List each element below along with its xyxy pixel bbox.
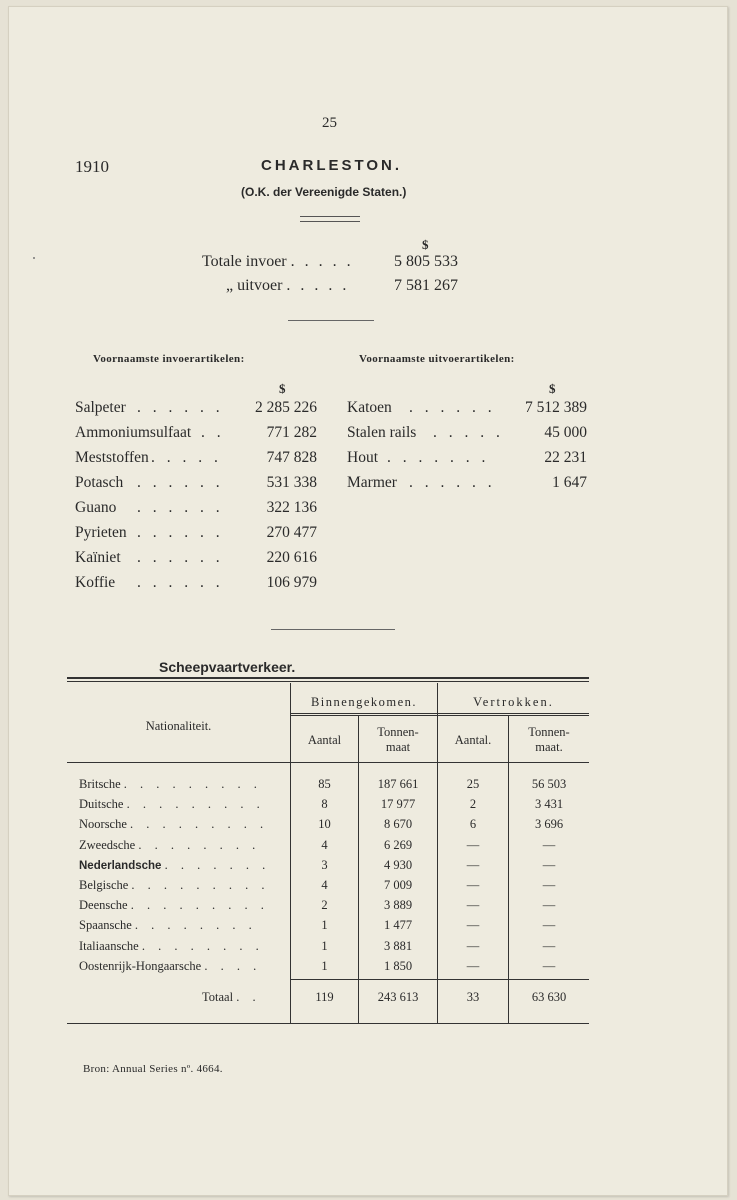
export-dots: . . . . . . xyxy=(409,474,496,491)
table-row-nationality xyxy=(79,878,270,893)
nationality-dots: . . . . . . . . xyxy=(141,939,264,953)
import-name: Pyrieten xyxy=(75,524,127,541)
entered-tonnage: 17 977 xyxy=(380,797,416,811)
table-row-nationality xyxy=(79,918,257,933)
header-bottom-rule xyxy=(67,762,589,763)
table-top-rule xyxy=(67,677,589,679)
table-row-nationality xyxy=(79,898,269,913)
table-row-nationality xyxy=(79,939,264,954)
total-exports-dots: . . . . . xyxy=(286,277,350,294)
import-item xyxy=(75,474,317,496)
import-dots: . . . . . . xyxy=(137,524,224,541)
entered-tonnage: 7 009 xyxy=(383,878,413,892)
entered-count: 1 xyxy=(321,939,328,953)
entered-count-header: Aantal xyxy=(307,733,342,747)
imports-heading: Voornaamste invoerartikelen: xyxy=(93,353,245,365)
export-item xyxy=(347,424,587,446)
divider xyxy=(271,629,395,630)
nationality-dots: . . . . xyxy=(204,959,262,973)
departed-count: — xyxy=(466,858,480,872)
total-imports-label: Totale invoer xyxy=(202,253,287,270)
entered-tonnage: 3 889 xyxy=(383,898,413,912)
entered-tonnage: 6 269 xyxy=(383,838,413,852)
import-item xyxy=(75,549,317,571)
import-item xyxy=(75,574,317,596)
entered-count: 4 xyxy=(321,838,328,852)
import-name: Ammoniumsulfaat xyxy=(75,424,192,441)
import-value: 771 282 xyxy=(266,424,317,441)
subtitle: (O.K. der Vereenigde Staten.) xyxy=(241,185,407,199)
source-note: Bron: Annual Series nº. 4664. xyxy=(83,1063,223,1075)
divider xyxy=(288,320,374,321)
departed-tonnage: — xyxy=(542,959,556,973)
tonnage-header-line1: Tonnen- xyxy=(528,725,570,739)
departed-tonnage: — xyxy=(542,918,556,932)
entered-count: 4 xyxy=(321,878,328,892)
import-dots: . . . . . . xyxy=(137,399,224,416)
import-dots: . . . . . . xyxy=(137,549,224,566)
entered-header: Binnengekomen. xyxy=(310,695,418,709)
export-name: Hout xyxy=(347,449,378,466)
tonnage-header-line1: Tonnen- xyxy=(377,725,419,739)
import-value: 747 828 xyxy=(266,449,317,466)
totals-currency: $ xyxy=(422,237,429,252)
nationality-dots: . . . . . . . . . xyxy=(131,878,270,892)
import-dots: . . . . . xyxy=(151,449,222,466)
export-dots: . . . . . . xyxy=(409,399,496,416)
nationality-name: Belgische xyxy=(79,878,129,892)
departed-count: — xyxy=(466,878,480,892)
nationality-name: Spaansche xyxy=(79,918,132,932)
total-imports-dots: . . . . . xyxy=(290,253,354,270)
import-name: Meststoffen xyxy=(75,449,149,466)
page-number: 25 xyxy=(322,115,337,131)
table-row-nationality xyxy=(79,777,262,792)
departed-tonnage: 3 431 xyxy=(534,797,564,811)
total-label-cell xyxy=(202,990,261,1005)
departed-tonnage: 56 503 xyxy=(531,777,567,791)
document-page xyxy=(8,6,728,1196)
total-label: Totaal xyxy=(202,990,234,1004)
departed-header: Vertrokken. xyxy=(473,695,554,709)
city-title: CHARLESTON. xyxy=(261,157,403,174)
exports-currency: $ xyxy=(549,381,556,396)
import-name: Guano xyxy=(75,499,117,516)
departed-count-header: Aantal. xyxy=(454,733,492,747)
entered-tonnage: 1 477 xyxy=(383,918,413,932)
departed-count: 2 xyxy=(469,797,477,811)
import-value: 106 979 xyxy=(266,574,317,591)
departed-tonnage: — xyxy=(542,838,556,852)
entered-count: 1 xyxy=(321,918,328,932)
import-name: Potasch xyxy=(75,474,124,491)
entered-tonnage: 8 670 xyxy=(383,817,413,831)
entered-tonnage-header xyxy=(359,725,437,755)
total-entered-count: 119 xyxy=(315,990,334,1004)
total-dots: . . xyxy=(236,990,261,1004)
exports-heading: Voornaamste uitvoerartikelen: xyxy=(359,353,515,365)
year: 1910 xyxy=(75,157,109,176)
nationality-dots: . . . . . . . . . xyxy=(123,777,262,791)
departed-tonnage-header xyxy=(509,725,589,755)
nationality-dots: . . . . . . . . . xyxy=(126,797,265,811)
total-departed-tonnage: 63 630 xyxy=(531,990,567,1004)
tonnage-header-line2: maat xyxy=(385,740,411,754)
entered-tonnage: 1 850 xyxy=(383,959,413,973)
departed-count: — xyxy=(466,918,480,932)
import-item xyxy=(75,449,317,471)
export-item xyxy=(347,449,587,471)
nationality-name: Noorsche xyxy=(79,817,127,831)
paper-speck xyxy=(33,257,35,259)
entered-tonnage: 187 661 xyxy=(377,777,419,791)
departed-count: — xyxy=(466,898,480,912)
export-name: Stalen rails xyxy=(347,424,417,441)
departed-tonnage: — xyxy=(542,939,556,953)
total-rule xyxy=(290,979,589,980)
export-item xyxy=(347,399,587,421)
table-row-nationality xyxy=(79,838,260,853)
nationality-dots: . . . . . . . . . xyxy=(130,817,269,831)
export-item xyxy=(347,474,587,496)
entered-tonnage: 4 930 xyxy=(383,858,413,872)
nationality-name: Oostenrijk-Hongaarsche xyxy=(79,959,202,973)
table-row-nationality xyxy=(79,858,270,873)
header-rule xyxy=(290,713,589,714)
departed-count: — xyxy=(466,959,480,973)
total-exports-row xyxy=(226,277,458,295)
departed-count: — xyxy=(466,939,480,953)
tonnage-header-line2: maat. xyxy=(535,740,563,754)
nationality-name: Nederlandsche xyxy=(79,860,162,872)
import-value: 270 477 xyxy=(266,524,317,541)
shipping-title: Scheepvaartverkeer. xyxy=(159,659,296,675)
import-value: 220 616 xyxy=(266,549,317,566)
import-item xyxy=(75,499,317,521)
entered-count: 8 xyxy=(321,797,328,811)
import-dots: . . . . . . xyxy=(137,574,224,591)
total-exports-label: „ uitvoer xyxy=(226,277,283,294)
import-dots: . . . . . . xyxy=(137,474,224,491)
total-imports-value: 5 805 533 xyxy=(394,253,458,270)
departed-count: 25 xyxy=(466,777,480,791)
double-rule xyxy=(300,216,360,222)
table-row-nationality xyxy=(79,817,268,832)
total-exports-value: 7 581 267 xyxy=(394,277,458,294)
nationality-name: Britsche xyxy=(79,777,121,791)
export-value: 7 512 389 xyxy=(525,399,587,416)
table-top-rule xyxy=(67,681,589,682)
export-value: 22 231 xyxy=(544,449,587,466)
nationality-name: Zweedsche xyxy=(79,838,136,852)
export-dots: . . . . . . . xyxy=(387,449,490,466)
nationality-name: Italiaansche xyxy=(79,939,139,953)
entered-count: 2 xyxy=(321,898,328,912)
departed-count: 6 xyxy=(469,817,477,831)
total-entered-tonnage: 243 613 xyxy=(377,990,419,1004)
nationality-dots: . . . . . . . . . xyxy=(130,898,269,912)
nationality-dots: . . . . . . . . xyxy=(134,918,257,932)
import-dots: . . xyxy=(201,424,225,441)
nationality-header: Nationaliteit. xyxy=(145,719,212,733)
entered-tonnage: 3 881 xyxy=(383,939,413,953)
import-name: Koffie xyxy=(75,574,116,591)
export-name: Katoen xyxy=(347,399,392,416)
export-value: 45 000 xyxy=(544,424,587,441)
import-name: Kaïniet xyxy=(75,549,121,566)
total-departed-count: 33 xyxy=(466,990,480,1004)
entered-count: 85 xyxy=(318,777,331,791)
import-name: Salpeter xyxy=(75,399,126,416)
imports-currency: $ xyxy=(279,381,286,396)
header-rule xyxy=(290,715,589,716)
departed-tonnage: — xyxy=(542,898,556,912)
import-value: 531 338 xyxy=(266,474,317,491)
import-item xyxy=(75,424,317,446)
export-name: Marmer xyxy=(347,474,397,491)
departed-count: — xyxy=(466,838,480,852)
export-value: 1 647 xyxy=(552,474,587,491)
table-row-nationality xyxy=(79,959,261,974)
departed-tonnage: — xyxy=(542,878,556,892)
nationality-dots: . . . . . . . . xyxy=(138,838,261,852)
import-value: 322 136 xyxy=(266,499,317,516)
import-item xyxy=(75,399,317,421)
nationality-name: Deensche xyxy=(79,898,128,912)
export-dots: . . . . . xyxy=(433,424,504,441)
total-imports-row xyxy=(202,253,458,271)
entered-count: 10 xyxy=(318,817,331,831)
nationality-dots: . . . . . . . xyxy=(164,858,271,872)
departed-tonnage: 3 696 xyxy=(534,817,564,831)
departed-tonnage: — xyxy=(542,858,556,872)
import-item xyxy=(75,524,317,546)
table-row-nationality xyxy=(79,797,265,812)
entered-count: 1 xyxy=(321,959,328,973)
import-value: 2 285 226 xyxy=(255,399,317,416)
import-dots: . . . . . . xyxy=(137,499,224,516)
table-bottom-rule xyxy=(67,1023,589,1024)
nationality-name: Duitsche xyxy=(79,797,124,811)
entered-count: 3 xyxy=(321,858,328,872)
